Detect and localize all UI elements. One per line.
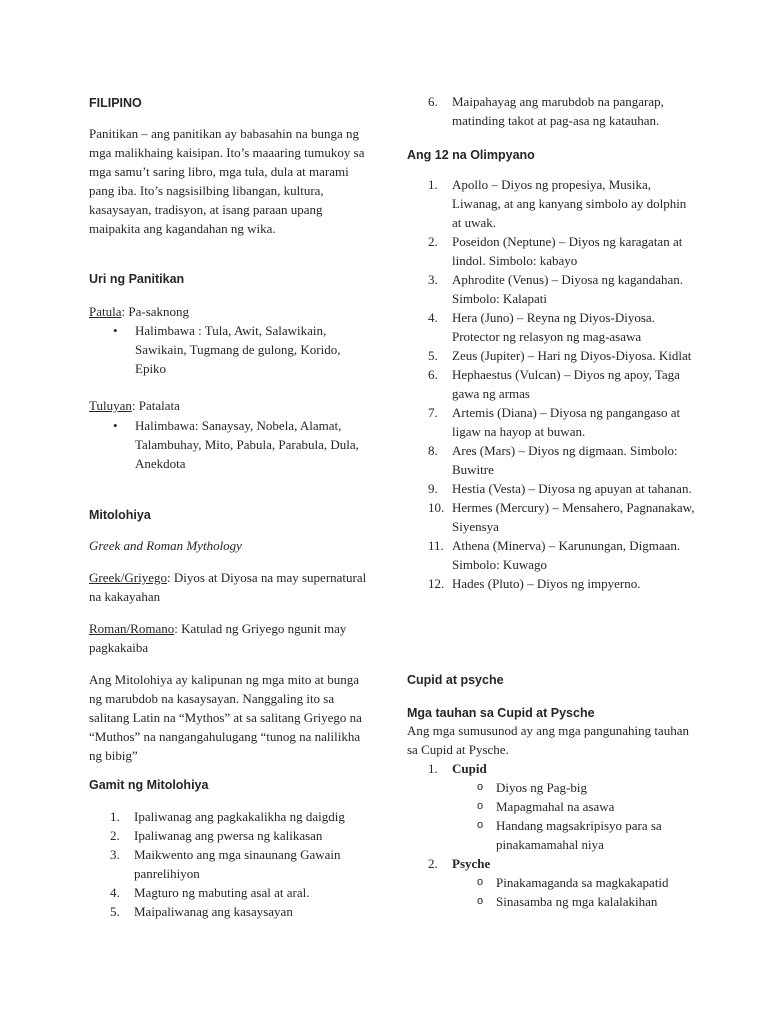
uri-heading: Uri ng Panitikan [89, 272, 185, 286]
list-item [407, 479, 697, 498]
roman-label: Roman/Romano [89, 621, 175, 636]
trait-item [407, 778, 697, 797]
mitolohiya-paragraph: Ang Mitolohiya ay kalipunan ng mga mito at bunga ng marubdob na kasaysayan. Nanggaling ito sa salitang Latin na “Mythos” at sa salitang Griyego na “Muthos” na nangangahulugang “tunog na nalilikha ng bibig” [89, 672, 362, 763]
tuluyan-rest: : Patalata [131, 398, 180, 413]
trait-item [407, 892, 697, 911]
list-item [407, 574, 697, 593]
trait-text: Mapagmahal na asawa [496, 799, 615, 814]
patula-label: Patula [89, 304, 122, 319]
tuluyan-label: Tuluyan [89, 398, 132, 413]
item-number: 3. [428, 272, 438, 287]
tauhan-heading: Mga tauhan sa Cupid at Pysche [407, 706, 595, 720]
list-item [89, 902, 371, 921]
list-item [407, 536, 697, 574]
page-title: FILIPINO [89, 96, 142, 110]
item-text: Hera (Juno) – Reyna ng Diyos-Diyosa. Protector ng relasyon ng mag-asawa [452, 310, 655, 344]
item-number: 1. [110, 809, 120, 824]
item-text: Hephaestus (Vulcan) – Diyos ng apoy, Taga gawa ng armas [452, 367, 680, 401]
list-item-psyche [407, 854, 697, 911]
list-item-cupid [407, 759, 697, 854]
psyche-traits-list [407, 873, 697, 911]
item-number: 6. [428, 94, 438, 109]
bullet-icon: • [113, 323, 118, 338]
greek-line [89, 568, 371, 606]
tuluyan-line [89, 396, 371, 415]
item-text: Hades (Pluto) – Diyos ng impyerno. [452, 576, 641, 591]
tuluyan-bullet-text: Halimbawa: Sanaysay, Nobela, Alamat, Talambuhay, Mito, Pabula, Parabula, Dula, Anekdota [135, 418, 359, 471]
item-text: Athena (Minerva) – Karunungan, Digmaan. Simbolo: Kuwago [452, 538, 681, 572]
item-text: Artemis (Diana) – Diyosa ng pangangaso at ligaw na hayop at buwan. [452, 405, 681, 439]
olimpyano-list [407, 175, 697, 593]
trait-text: Pinakamaganda sa magkakapatid [496, 875, 669, 890]
intro-paragraph: Panitikan – ang panitikan ay babasahin na bunga ng mga malikhaing kaisipan. Ito’s maaaring tumukoy sa mga samu’t saring libro, mga tula, dula at marami pang iba. Ito’s nagsisilbing libangan, kultura, kasaysayan, tradisyon, at isang paraan upang maipakita ang kagandahan ng wika. [89, 126, 365, 236]
circle-bullet-icon: o [477, 876, 484, 888]
list-item [407, 175, 697, 232]
olimpyano-heading: Ang 12 na Olimpyano [407, 148, 535, 162]
item-number: 5. [110, 904, 120, 919]
item-number: 8. [428, 443, 438, 458]
item-text: Maikwento ang mga sinaunang Gawain panrelihiyon [134, 847, 341, 881]
roman-rest: : Katulad ng Griyego ngunit may pagkakaiba [89, 621, 347, 655]
item-text: Maipahayag ang marubdob na pangarap, matinding takot at pag-asa ng katauhan. [452, 94, 664, 128]
tauhan-list [407, 759, 697, 911]
list-item [89, 826, 371, 845]
item-text: Ares (Mars) – Diyos ng digmaan. Simbolo: Buwitre [452, 443, 678, 477]
list-item [407, 403, 697, 441]
circle-bullet-icon: o [477, 781, 484, 793]
item-text: Aphrodite (Venus) – Diyosa ng kagandahan. Simbolo: Kalapati [452, 272, 684, 306]
item-text: Maipaliwanag ang kasaysayan [134, 904, 293, 919]
item-text: Ipaliwanag ang pagkakalikha ng daigdig [134, 809, 345, 824]
item-number: 10. [428, 500, 445, 515]
trait-text: Sinasamba ng mga kalalakihan [496, 894, 658, 909]
item-text: Poseidon (Neptune) – Diyos ng karagatan at lindol. Simbolo: kabayo [452, 234, 683, 268]
patula-bullet-text: Halimbawa : Tula, Awit, Salawikain, Sawikain, Tugmang de gulong, Korido, Epiko [135, 323, 341, 376]
trait-item [407, 816, 697, 854]
trait-item [407, 873, 697, 892]
item-number: 6. [428, 367, 438, 382]
circle-bullet-icon: o [477, 895, 484, 907]
patula-line [89, 302, 371, 321]
item-number: 11. [428, 538, 444, 553]
bullet-icon: • [113, 418, 118, 433]
item-text: Apollo – Diyos ng propesiya, Musika, Liwanag, at ang kanyang simbolo ay dolphin at uwak. [452, 177, 687, 230]
list-item [407, 346, 697, 365]
tauhan-intro: Ang mga sumusunod ay ang mga pangunahing tauhan sa Cupid at Pysche. [407, 723, 689, 757]
cupid-psyche-heading: Cupid at psyche [407, 673, 504, 687]
trait-text: Handang magsakripisyo para sa pinakamamahal niya [496, 818, 662, 852]
item-text: Ipaliwanag ang pwersa ng kalikasan [134, 828, 323, 843]
greek-roman-subtitle: Greek and Roman Mythology [89, 538, 242, 553]
patula-rest: : Pa-saknong [121, 304, 190, 319]
list-item [407, 441, 697, 479]
gamit-list-continued [407, 92, 697, 130]
circle-bullet-icon: o [477, 819, 484, 831]
list-item [407, 308, 697, 346]
item-number: 4. [110, 885, 120, 900]
trait-text: Diyos ng Pag-big [496, 780, 587, 795]
list-item [89, 807, 371, 826]
item-number: 7. [428, 405, 438, 420]
item-text: Hermes (Mercury) – Mensahero, Pagnanakaw, Siyensya [452, 500, 695, 534]
list-item [89, 845, 371, 883]
item-text: Hestia (Vesta) – Diyosa ng apuyan at tahanan. [452, 481, 692, 496]
cupid-name: Cupid [452, 761, 487, 776]
circle-bullet-icon: o [477, 800, 484, 812]
item-number: 2. [110, 828, 120, 843]
item-number: 4. [428, 310, 438, 325]
list-item [407, 232, 697, 270]
item-text: Magturo ng mabuting asal at aral. [134, 885, 310, 900]
list-item [407, 365, 697, 403]
cupid-traits-list [407, 778, 697, 854]
psyche-name: Psyche [452, 856, 491, 871]
item-number: 1. [428, 177, 438, 192]
item-number: 5. [428, 348, 438, 363]
list-item [407, 270, 697, 308]
trait-item [407, 797, 697, 816]
item-number: 12. [428, 576, 445, 591]
item-number: 2. [428, 234, 438, 249]
list-item [407, 92, 697, 130]
item-number: 2. [428, 856, 438, 871]
roman-line [89, 619, 371, 657]
item-number: 1. [428, 761, 438, 776]
greek-label: Greek/Griyego [89, 570, 167, 585]
greek-rest: : Diyos at Diyosa na may supernatural na kakayahan [89, 570, 367, 604]
gamit-heading: Gamit ng Mitolohiya [89, 778, 209, 792]
gamit-list [89, 807, 371, 921]
list-item [407, 498, 697, 536]
item-text: Zeus (Jupiter) – Hari ng Diyos-Diyosa. Kidlat [452, 348, 692, 363]
mitolohiya-heading: Mitolohiya [89, 508, 151, 522]
list-item [89, 883, 371, 902]
item-number: 9. [428, 481, 438, 496]
item-number: 3. [110, 847, 120, 862]
